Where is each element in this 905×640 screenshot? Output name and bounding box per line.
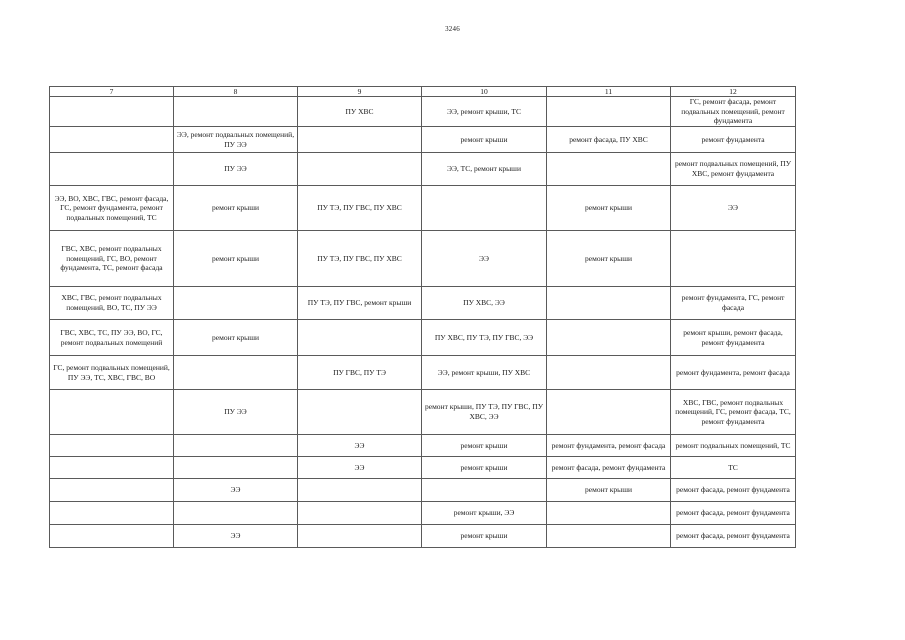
table-cell [298,525,422,548]
table-cell [174,457,298,479]
table-cell [547,502,671,525]
table-cell: ремонт крыши [547,231,671,287]
table-cell [174,287,298,320]
table-cell [671,231,796,287]
table-row [50,186,796,231]
table-cell [547,320,671,356]
table-cell: ГС, ремонт фасада, ремонт подвальных помещений, ремонт фундамента [671,97,796,127]
table-row [50,356,796,390]
table-cell: ЭЭ, ВО, ХВС, ГВС, ремонт фасада, ГС, ремонт фундамента, ремонт подвальных помещений, ТС [50,186,174,231]
table-cell: ремонт крыши, ремонт фасада, ремонт фундамента [671,320,796,356]
table-row [50,390,796,435]
table-header-row [50,87,796,97]
table-cell: ПУ ГВС, ПУ ТЭ [298,356,422,390]
column-header: 12 [671,87,796,97]
page-number: 3246 [445,25,460,33]
table-row [50,525,796,548]
table-cell: ремонт фундамента, ремонт фасада [671,356,796,390]
table-cell: ремонт фасада, ремонт фундамента [671,479,796,502]
table-cell [50,435,174,457]
table-cell: ПУ ТЭ, ПУ ГВС, ремонт крыши [298,287,422,320]
data-table [49,86,796,548]
table-cell: ремонт фундамента, ремонт фасада [547,435,671,457]
table-cell [547,390,671,435]
table-cell: ТС [671,457,796,479]
table-row [50,435,796,457]
table-cell: ремонт крыши [174,231,298,287]
table-cell: ЭЭ, ремонт крыши, ТС [422,97,547,127]
table-cell [50,153,174,186]
table-cell [174,502,298,525]
table-cell [50,525,174,548]
table-cell [50,127,174,153]
column-header: 10 [422,87,547,97]
table-cell [298,153,422,186]
table-row [50,457,796,479]
table-row [50,153,796,186]
table-cell [547,356,671,390]
table-cell: ремонт крыши [422,435,547,457]
table-cell [298,479,422,502]
table-row [50,320,796,356]
table-cell: ГВС, ХВС, ремонт подвальных помещений, ГС, ВО, ремонт фундамента, ТС, ремонт фасада [50,231,174,287]
table-cell: ремонт фасада, ремонт фундамента [547,457,671,479]
table-cell [547,153,671,186]
table-cell: ЭЭ, ТС, ремонт крыши [422,153,547,186]
table-cell [298,502,422,525]
table-cell: ремонт фасада, ремонт фундамента [671,502,796,525]
table-cell: ремонт крыши [422,525,547,548]
table-row [50,287,796,320]
table-cell: ХВС, ГВС, ремонт подвальных помещений, ГС, ремонт фасада, ТС, ремонт фундамента [671,390,796,435]
table-row [50,479,796,502]
table-cell: ремонт крыши [174,186,298,231]
table-cell [547,287,671,320]
table-cell: ПУ ТЭ, ПУ ГВС, ПУ ХВС [298,186,422,231]
table-cell [298,390,422,435]
table-row [50,231,796,287]
table-cell: ремонт крыши [547,186,671,231]
table-cell [50,390,174,435]
table-cell: ПУ ЭЭ [174,153,298,186]
table-cell [174,435,298,457]
table-cell: ЭЭ [174,525,298,548]
column-header: 8 [174,87,298,97]
table-cell [50,97,174,127]
table-cell [174,356,298,390]
table-cell: ремонт крыши, ПУ ТЭ, ПУ ГВС, ПУ ХВС, ЭЭ [422,390,547,435]
table-cell: ЭЭ [174,479,298,502]
table-cell [547,525,671,548]
table-cell: ХВС, ГВС, ремонт подвальных помещений, ВО, ТС, ПУ ЭЭ [50,287,174,320]
table-cell: ремонт фасада, ПУ ХВС [547,127,671,153]
table-cell [174,97,298,127]
table-cell: ремонт крыши [422,457,547,479]
table-cell [547,97,671,127]
table-cell: ЭЭ [422,231,547,287]
table-cell: ремонт фундамента [671,127,796,153]
table-cell: ремонт фасада, ремонт фундамента [671,525,796,548]
table-cell: ремонт крыши [422,127,547,153]
table-cell [298,127,422,153]
table-row [50,97,796,127]
table-cell [50,457,174,479]
table-cell: ремонт крыши [547,479,671,502]
table-cell [422,186,547,231]
column-header: 11 [547,87,671,97]
table-cell: ПУ ЭЭ [174,390,298,435]
table-cell: ПУ ХВС [298,97,422,127]
table-cell [422,479,547,502]
table-cell: ремонт подвальных помещений, ТС [671,435,796,457]
table-cell: ремонт подвальных помещений, ПУ ХВС, ремонт фундамента [671,153,796,186]
table-cell: ЭЭ [298,435,422,457]
table-cell: ПУ ХВС, ПУ ТЭ, ПУ ГВС, ЭЭ [422,320,547,356]
table-cell: ремонт фундамента, ГС, ремонт фасада [671,287,796,320]
table-cell: ремонт крыши [174,320,298,356]
table-cell: ПУ ТЭ, ПУ ГВС, ПУ ХВС [298,231,422,287]
table-cell: ЭЭ, ремонт подвальных помещений, ПУ ЭЭ [174,127,298,153]
table-cell: ремонт крыши, ЭЭ [422,502,547,525]
table-cell [298,320,422,356]
column-header: 9 [298,87,422,97]
table-cell: ЭЭ, ремонт крыши, ПУ ХВС [422,356,547,390]
table-cell: ЭЭ [671,186,796,231]
column-header: 7 [50,87,174,97]
table-cell [50,502,174,525]
table-cell: ГС, ремонт подвальных помещений, ПУ ЭЭ, ТС, ХВС, ГВС, ВО [50,356,174,390]
table-row [50,127,796,153]
table-cell: ПУ ХВС, ЭЭ [422,287,547,320]
table-cell: ГВС, ХВС, ТС, ПУ ЭЭ, ВО, ГС, ремонт подвальных помещений [50,320,174,356]
table-row [50,502,796,525]
table-cell [50,479,174,502]
table-cell: ЭЭ [298,457,422,479]
